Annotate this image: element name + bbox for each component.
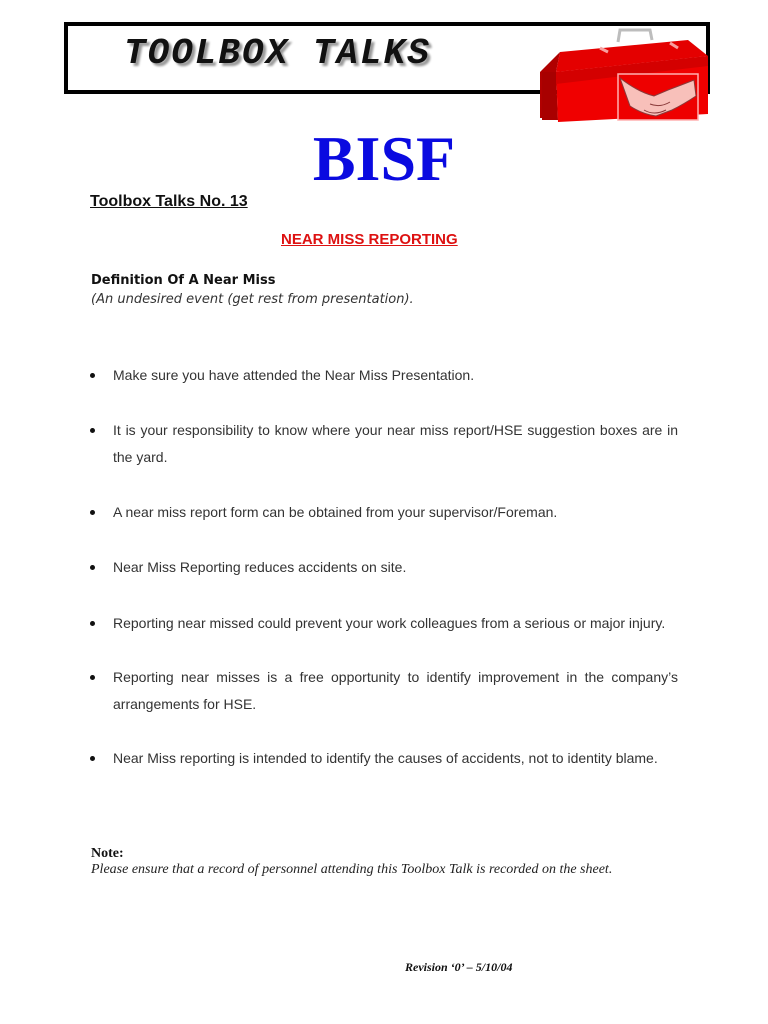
header-title: TOOLBOX TALKS <box>124 33 431 74</box>
list-item <box>88 362 678 389</box>
brand-logo-text <box>0 122 768 196</box>
list-item <box>88 417 678 471</box>
definition-text: (An undesired event (get rest from presentation). <box>91 292 414 307</box>
bullet-icon <box>90 510 95 515</box>
bullet-icon <box>90 621 95 626</box>
bullet-icon <box>90 373 95 378</box>
list-item-text: Near Miss reporting is intended to identify the causes of accidents, not to identity blame. <box>113 750 658 766</box>
list-item-text: Reporting near misses is a free opportunity to identify improvement in the company’s arrangements for HSE. <box>113 669 678 712</box>
note-label: Note: <box>91 846 124 861</box>
list-item-text: A near miss report form can be obtained from your supervisor/Foreman. <box>113 504 558 520</box>
brand-name: BISF <box>312 123 456 194</box>
revision-footer: Revision ‘0’ – 5/10/04 <box>405 960 513 974</box>
list-item-text: Near Miss Reporting reduces accidents on site. <box>113 559 407 575</box>
bullet-list <box>88 362 678 772</box>
list-item <box>88 554 678 581</box>
list-item <box>88 664 678 718</box>
list-item-text: Make sure you have attended the Near Miss Presentation. <box>113 367 475 383</box>
bullet-icon <box>90 756 95 761</box>
talk-number-heading: Toolbox Talks No. 13 <box>90 193 248 210</box>
list-item <box>88 745 678 772</box>
document-title: NEAR MISS REPORTING <box>281 231 458 248</box>
list-item-text: It is your responsibility to know where your near miss report/HSE suggestion boxes are in the yard. <box>113 422 678 465</box>
bullet-icon <box>90 675 95 680</box>
list-item <box>88 499 678 526</box>
bullet-icon <box>90 565 95 570</box>
definition-heading: Definition Of A Near Miss <box>91 273 276 288</box>
list-item <box>88 610 678 637</box>
list-item-text: Reporting near missed could prevent your work colleagues from a serious or major injury. <box>113 615 666 631</box>
note-text: Please ensure that a record of personnel attending this Toolbox Talk is recorded on the sheet. <box>91 862 613 877</box>
toolbox-handshake-icon <box>538 26 712 122</box>
bullet-icon <box>90 428 95 433</box>
